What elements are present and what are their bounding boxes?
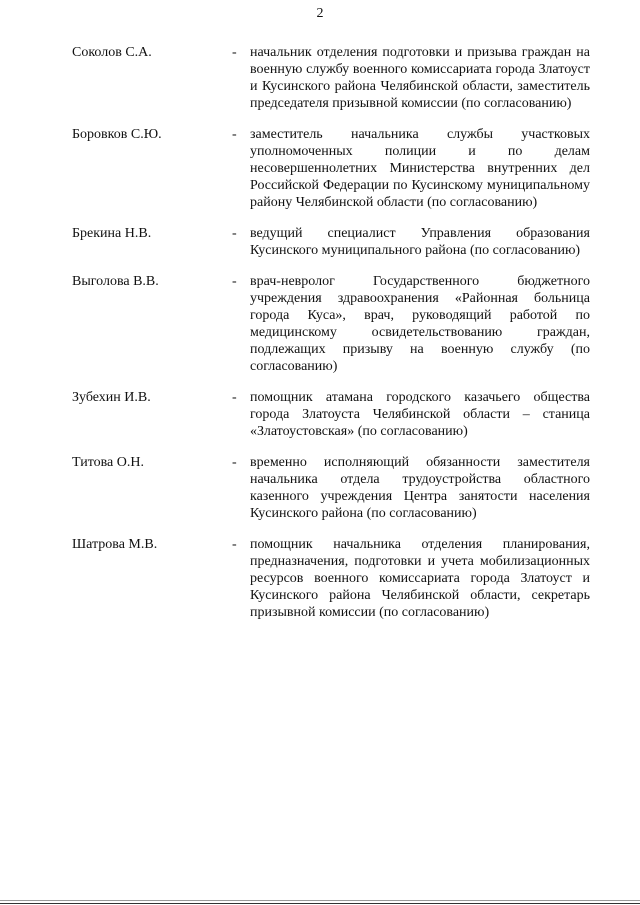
member-name: Титова О.Н. [72,455,144,470]
member-name: Брекина Н.В. [72,226,152,241]
member-role: временно исполняющий обязанности заместителя начальника отдела трудоустройства областного казенного учреждения Центра занятости населения Кусинского района (по согласованию) [250,455,590,521]
page-bottom-rule [0,900,640,901]
member-entry-titova [0,454,640,522]
dash-separator: - [232,390,237,405]
member-entry-vygolova [0,273,640,375]
member-entry-sokolov [0,44,640,112]
dash-separator: - [232,45,237,60]
member-role: ведущий специалист Управления образования Кусинского муниципального района (по согласованию) [250,226,590,258]
member-name: Выголова В.В. [72,274,159,289]
member-entry-brekina [0,225,640,259]
dash-separator: - [232,127,237,142]
member-role: помощник атамана городского казачьего общества города Златоуста Челябинской области – станица «Златоустовская» (по согласованию) [250,390,590,439]
member-role: помощник начальника отделения планирования, предназначения, подготовки и учета мобилизационных ресурсов военного комиссариата города Златоуст и Кусинского района Челябинской области, секретарь призывной комиссии (по согласованию) [250,537,590,620]
member-name: Шатрова М.В. [72,537,158,552]
member-name: Зубехин И.В. [72,390,151,405]
member-role: врач-невролог Государственного бюджетного учреждения здравоохранения «Районная больница города Куса», врач, руководящий работой по медицинскому освидетельствованию граждан, подлежащих призыву на военную службу (по согласованию) [250,274,590,374]
commission-member-list [0,44,640,635]
member-role: заместитель начальника службы участковых уполномоченных полиции и по делам несовершеннолетних Министерства внутренних дел Российской Федерации по Кусинскому муниципальному району Челябинской области (по согласованию) [250,127,590,210]
member-role: начальник отделения подготовки и призыва граждан на военную службу военного комиссариата города Златоуст и Кусинского района Челябинской области, заместитель председателя призывной комиссии (по согласованию) [250,45,590,111]
member-entry-borovkov [0,126,640,211]
member-entry-shatrova [0,536,640,621]
member-name: Боровков С.Ю. [72,127,162,142]
dash-separator: - [232,274,237,289]
dash-separator: - [232,226,237,241]
member-entry-zubekhin [0,389,640,440]
page-number: 2 [316,6,324,21]
dash-separator: - [232,455,237,470]
member-name: Соколов С.А. [72,45,152,60]
dash-separator: - [232,537,237,552]
page-bottom-edge [0,903,640,904]
